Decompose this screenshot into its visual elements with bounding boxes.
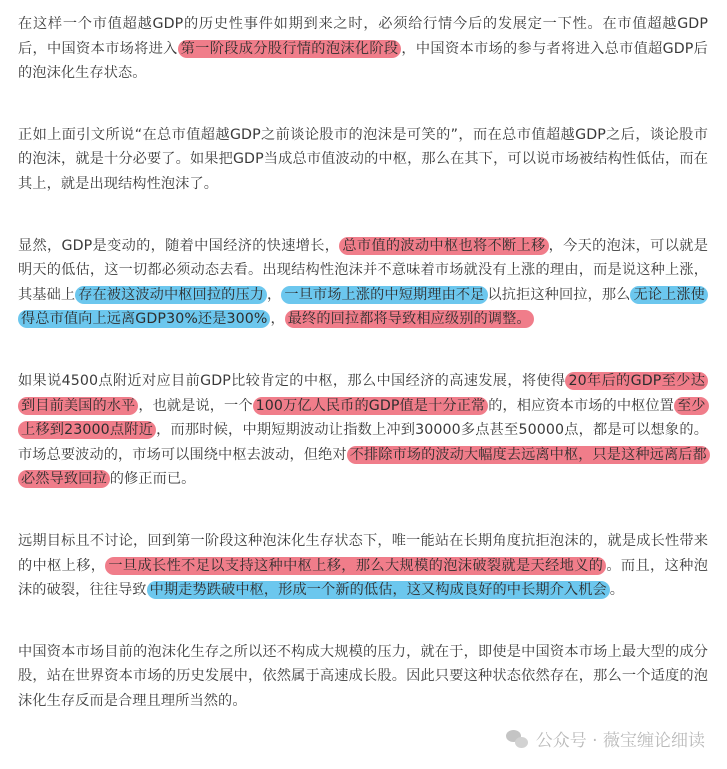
paragraph bbox=[18, 529, 708, 603]
text-segment: 。而且，这种泡沫的破裂，往往导致 bbox=[18, 557, 708, 599]
text-segment: ， bbox=[270, 311, 285, 328]
text-segment: 显然，GDP是变动的，随着中国经济的快速增长， bbox=[18, 237, 340, 254]
highlight-red: 第一阶段成分股行情的泡沫化阶段 bbox=[178, 40, 402, 58]
watermark-text: 公众号 · 薇宝缠论细读 bbox=[535, 731, 705, 751]
highlight-red: 20年后的GDP至少达到目前美国的水平 bbox=[18, 372, 708, 415]
text-segment: 如果说4500点附近对应目前GDP比较肯定的中枢，那么中国经济的高速发展，将使得 bbox=[18, 372, 566, 389]
text-segment: 远期目标且不讨论，回到第一阶段这种泡沫化生存状态下，唯一能站在长期角度抗拒泡沫的，就是成长性带来的中枢上移， bbox=[18, 532, 708, 574]
text-segment: 。 bbox=[609, 582, 625, 599]
text-segment: 以抗拒这种回拉，那么 bbox=[487, 286, 631, 303]
highlight-red: 100万亿人民币的GDP值是十分正常 bbox=[253, 397, 489, 415]
text-segment: 在这样一个市值超越GDP的历史性事件如期到来之时，必须给行情今后的发展定一下性。在市值超越GDP后，中国资本市场将进入 bbox=[18, 16, 708, 57]
text-segment: ，中国资本市场的参与者将进入总市值超GDP后的泡沫化生存状态。 bbox=[18, 40, 708, 82]
wechat-icon bbox=[506, 729, 530, 749]
text-segment: ，也就是说，一个 bbox=[138, 397, 253, 414]
highlight-blue: 存在被这波动中枢回拉的压力 bbox=[75, 286, 267, 304]
highlight-blue: 无论上涨使得总市值向上远离GDP30%还是300% bbox=[18, 286, 708, 329]
highlight-red: 至少上移到23000点附近 bbox=[18, 397, 709, 440]
highlight-red: 一旦成长性不足以支持这种中枢上移，那么大规模的泡沫破裂就是天经地义的 bbox=[105, 557, 606, 575]
paragraph bbox=[18, 369, 708, 492]
paragraph bbox=[18, 123, 708, 197]
paragraph bbox=[18, 234, 708, 332]
paragraph bbox=[18, 12, 708, 86]
text-segment: ，而那时候，中期短期波动让指数上冲到30000多点甚至50000点，都是可以想象的。市场总要波动的，市场可以围绕中枢去波动，但绝对 bbox=[18, 422, 709, 463]
highlight-blue: 一旦市场上涨的中短期理由不足 bbox=[281, 286, 487, 304]
text-segment: 的修正而已。 bbox=[109, 471, 196, 488]
text-segment: 中国资本市场目前的泡沫化生存之所以还不构成大规模的压力，就在于，即使是中国资本市场上最大型的成分股，站在世界资本市场的历史发展中，依然属于高速成长股。因此只要这种状态依然存在，那么一个适度的泡沫化生存反而是合理且理所当然的。 bbox=[18, 643, 708, 709]
paragraph bbox=[18, 640, 708, 714]
highlight-red: 不排除市场的波动大幅度去远离中枢，只是这种远离后都必然导致回拉 bbox=[18, 446, 710, 489]
watermark bbox=[506, 726, 705, 751]
highlight-red: 总市值的波动中枢也将不断上移 bbox=[339, 237, 548, 255]
text-segment: ， bbox=[267, 286, 282, 303]
text-segment: 的，相应资本市场的中枢位置 bbox=[488, 397, 674, 414]
text-segment: 正如上面引文所说“在总市值超越GDP之前谈论股市的泡沫是可笑的”，而在总市值超越GDP之后，谈论股市的泡沫，就是十分必要了。如果把GDP当成总市值波动的中枢，那么在其下，可以说市场被结构性低估，而在其上，就是出现结构性泡沫了。 bbox=[18, 126, 708, 192]
text-segment: ，今天的泡沫，可以就是明天的低估，这一切都必须动态去看。出现结构性泡沫并不意味着市场就没有上涨的理由，而是说这种上涨，其基础上 bbox=[18, 237, 709, 303]
article-body bbox=[18, 12, 708, 750]
highlight-red: 最终的回拉都将导致相应级别的调整。 bbox=[285, 310, 534, 328]
highlight-blue: 中期走势跌破中枢，形成一个新的低估，这又构成良好的中长期介入机会 bbox=[147, 581, 610, 599]
